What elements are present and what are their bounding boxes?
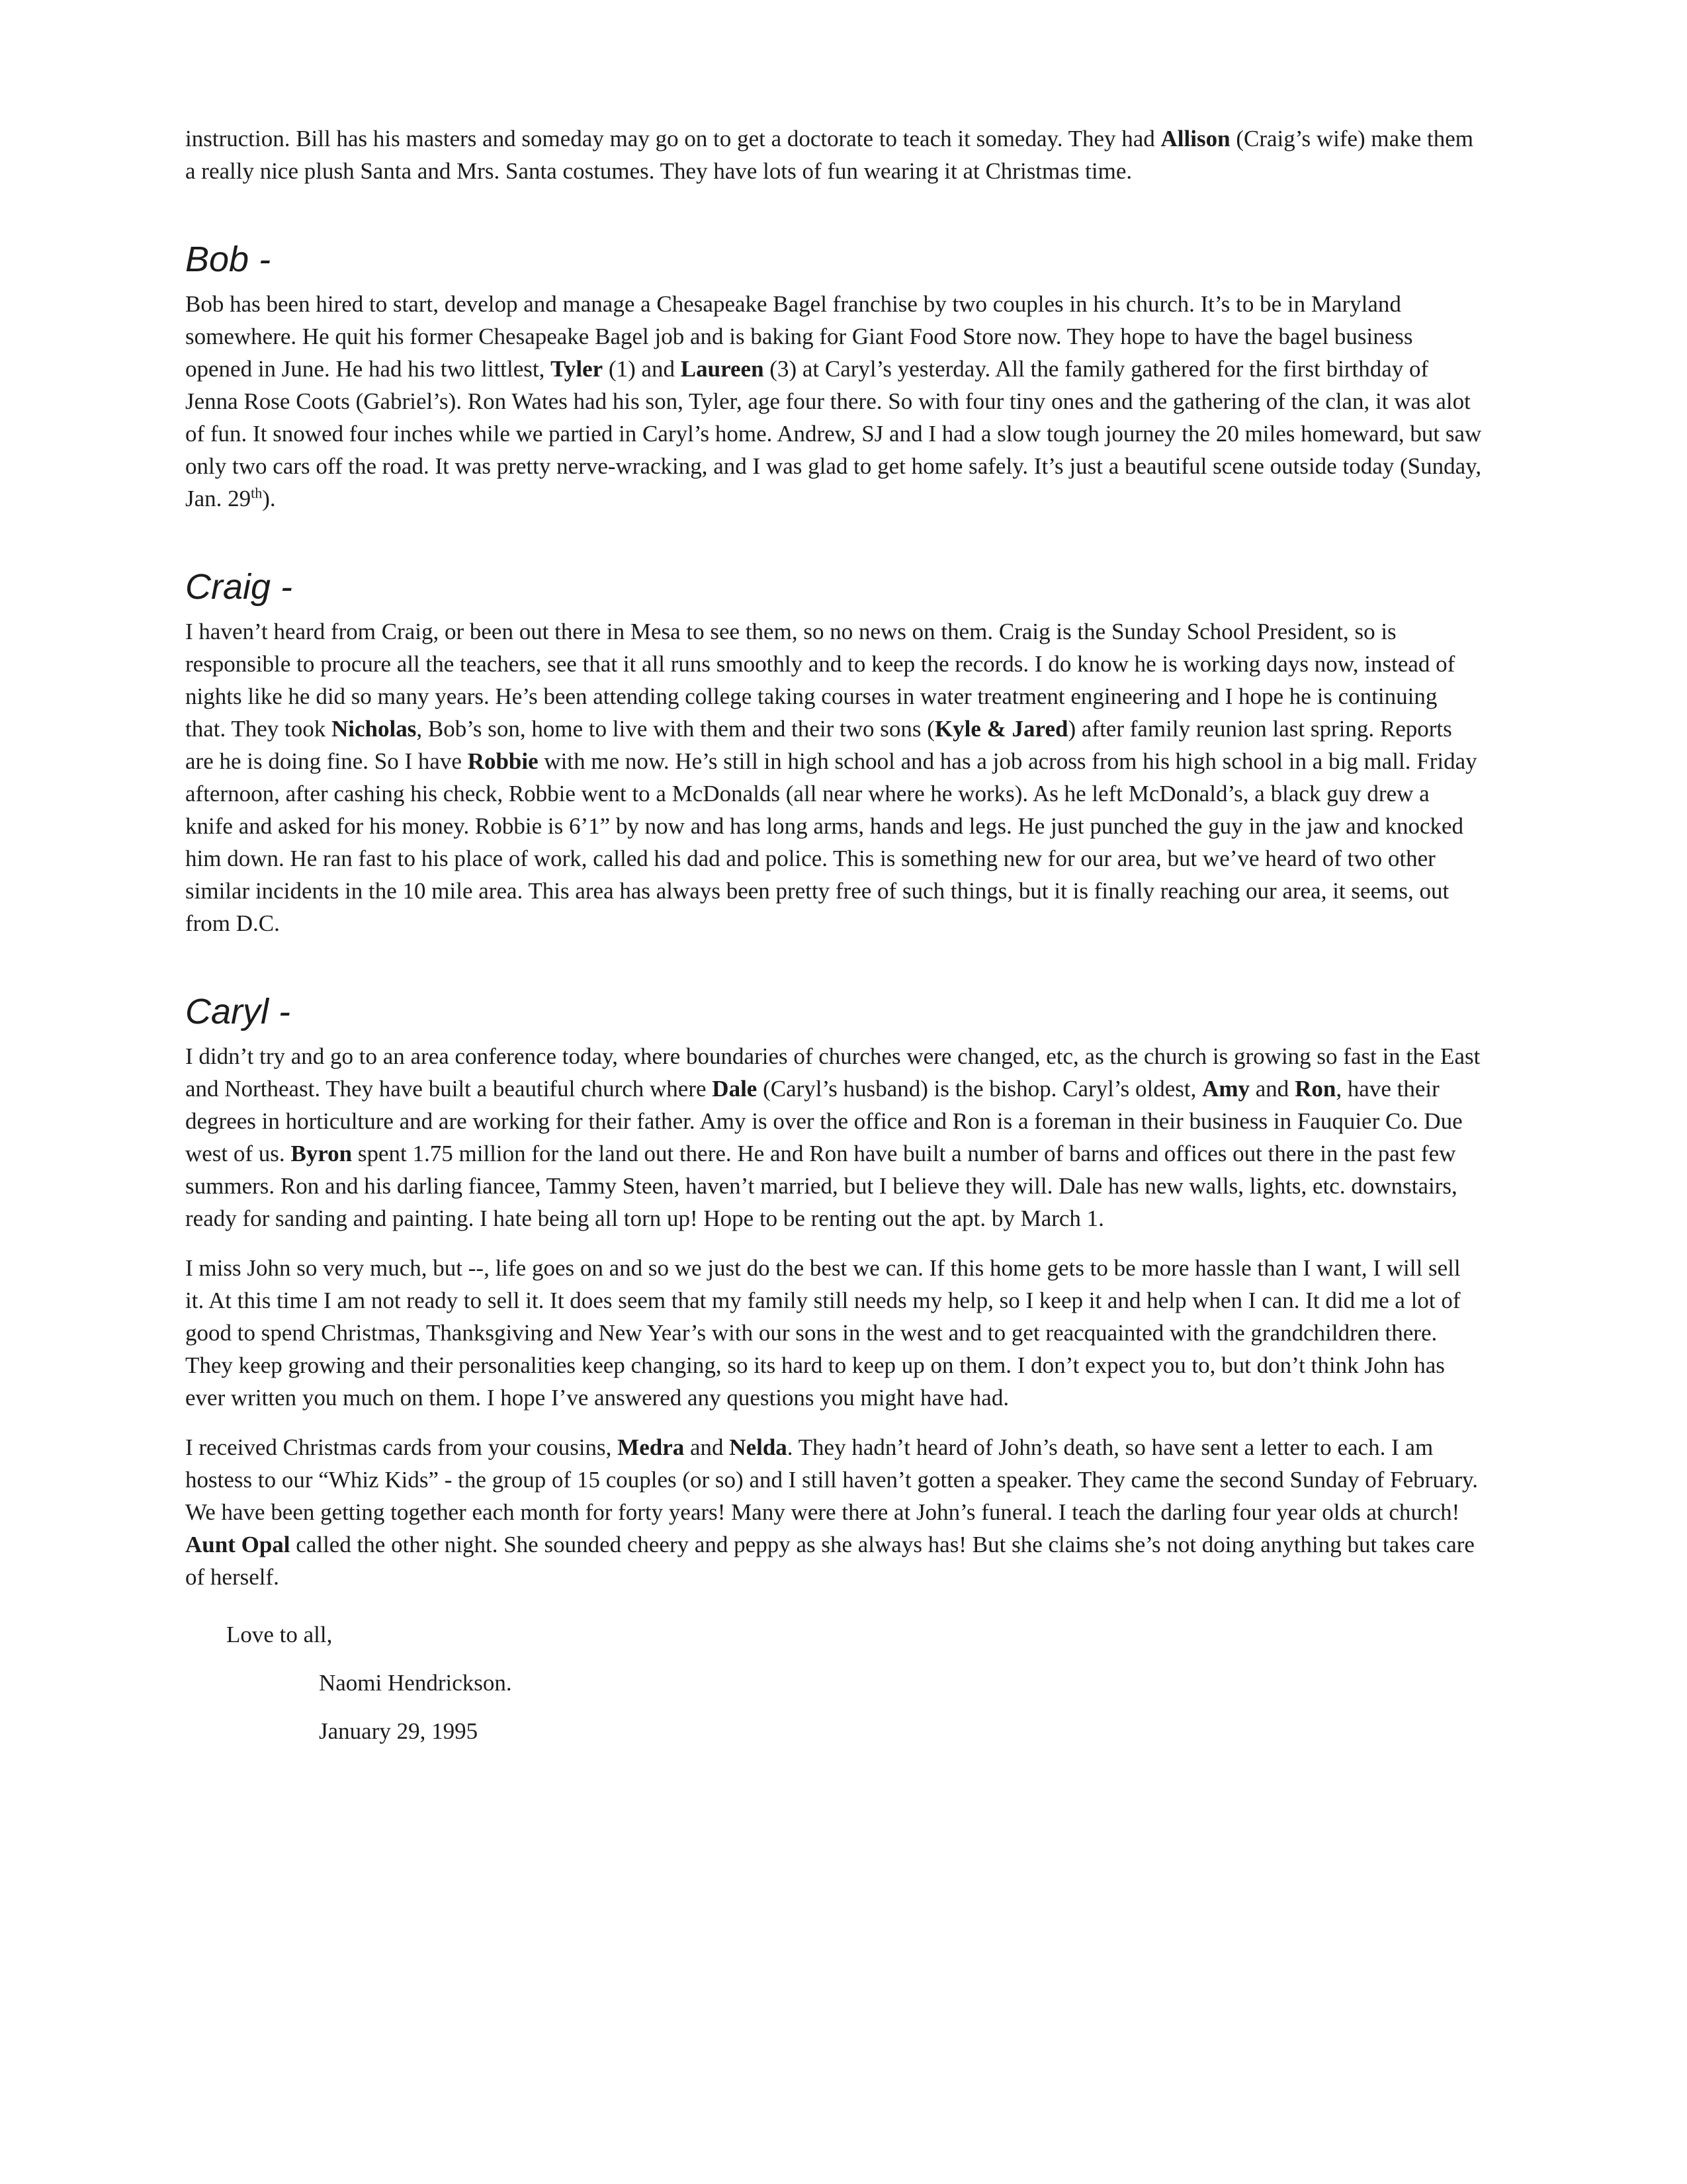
name-tyler: Tyler <box>550 356 603 382</box>
text-run: (Craig’s wife) make them a really nice plush Santa and Mrs. Santa costumes. They have lots of fun wearing it at Christmas time. <box>185 126 1473 184</box>
name-ron: Ron <box>1295 1076 1336 1102</box>
name-laureen: Laureen <box>680 356 764 382</box>
caryl-paragraph-3 <box>185 1431 1482 1593</box>
text-run: . They hadn’t heard of John’s death, so have sent a letter to each. I am hostess to our “Whiz Kids” - the group of 15 couples (or so) and I still haven’t gotten a speaker. They came the second Sunday of February. We have been getting together each month for forty years! Many were there at John’s funeral. I teach the darling four year olds at church! <box>185 1434 1478 1525</box>
closing-block <box>185 1618 1482 1747</box>
name-medra: Medra <box>617 1434 685 1460</box>
section-heading-craig: Craig - <box>185 567 293 607</box>
signature-date: January 29, 1995 <box>319 1718 478 1744</box>
name-robbie: Robbie <box>467 748 539 774</box>
craig-paragraph <box>185 615 1482 939</box>
text-run: instruction. Bill has his masters and someday may go on to get a doctorate to teach it someday. They had <box>185 126 1161 152</box>
closing-salutation: Love to all, <box>226 1622 333 1647</box>
text-run: , Bob’s son, home to live with them and their two sons ( <box>416 716 935 742</box>
name-aunt-opal: Aunt Opal <box>185 1532 290 1557</box>
text-run: spent 1.75 million for the land out there. He and Ron have built a number of barns and offices out there in the past few summers. Ron and his darling fiancee, Tammy Steen, haven’t married, but I believe they will. Dale has new walls, lights, etc. downstairs, ready for sanding and painting. I hate being all torn up! Hope to be renting out the apt. by March 1. <box>185 1141 1457 1231</box>
text-run: with me now. He’s still in high school and has a job across from his high school in a big mall. Friday afternoon, after cashing his check, Robbie went to a McDonalds (all near where he works). As he left McDonald’s, a black guy drew a knife and asked for his money. Robbie is 6’1” by now and has long arms, hands and legs. He just punched the guy in the jaw and knocked him down. He ran fast to his place of work, called his dad and police. This is something new for our area, but we’ve heard of two other similar incidents in the 10 mile area. This area has always been pretty free of such things, but it is finally reaching our area, it seems, out from D.C. <box>185 748 1477 936</box>
name-allison: Allison <box>1160 126 1231 152</box>
name-dale: Dale <box>712 1076 757 1102</box>
name-amy: Amy <box>1202 1076 1250 1102</box>
text-run: and <box>1250 1076 1295 1102</box>
text-run: (3) at Caryl’s yesterday. All the family gathered for the first birthday of Jenna Rose Coots (Gabriel’s). Ron Wates had his son, Tyler, age four there. So with four tiny ones and the gathering of the clan, it was alot of fun. It snowed four inches while we partied in Caryl’s home. Andrew, SJ and I had a slow tough journey the 20 miles homeward, but saw only two cars off the road. It was pretty nerve-wracking, and I was glad to get home safely. It’s just a beautiful scene outside today (Sunday, Jan. 29 <box>185 356 1482 511</box>
text-run: called the other night. She sounded cheery and peppy as she always has! But she claims she’s not doing anything but takes care of herself. <box>185 1532 1475 1590</box>
ordinal-suffix: th <box>251 484 263 502</box>
text-run: (Caryl’s husband) is the bishop. Caryl’s oldest, <box>757 1076 1203 1102</box>
text-run: I haven’t heard from Craig, or been out there in Mesa to see them, so no news on them. Craig is the Sunday School President, so is responsible to procure all the teachers, see that it all runs smoothly and to keep the records. I do know he is working days now, instead of nights like he did so many years. He’s been attending college taking courses in water treatment engineering and I hope he is continuing that. They took <box>185 619 1455 742</box>
text-run: , have their degrees in horticulture and are working for their father. Amy is over the office and Ron is a foreman in their business in Fauquier Co. Due west of us. <box>185 1076 1463 1166</box>
name-kyle-jared: Kyle & Jared <box>934 716 1068 742</box>
name-nicholas: Nicholas <box>331 716 417 742</box>
text-run: (1) and <box>603 356 681 382</box>
text-run: ) after family reunion last spring. Reports are he is doing fine. So I have <box>185 716 1452 774</box>
bob-paragraph <box>185 288 1482 515</box>
section-heading-bob: Bob - <box>185 240 271 279</box>
caryl-paragraph-2: I miss John so very much, but --, life goes on and so we just do the best we can. If this home gets to be more hassle than I want, I will sell it. At this time I am not ready to sell it. It does seem that my family still needs my help, so I keep it and help when I can. It did me a lot of good to spend Christmas, Thanksgiving and New Year’s with our sons in the west and to get reacquainted with the grandchildren there. They keep growing and their personalities keep changing, so its hard to keep up on them. I don’t expect you to, but don’t think John has ever written you much on them. I hope I’ve answered any questions you might have had. <box>185 1255 1461 1411</box>
text-run: and <box>684 1434 730 1460</box>
intro-paragraph <box>185 122 1482 187</box>
text-run: I received Christmas cards from your cousins, <box>185 1434 618 1460</box>
signature-name: Naomi Hendrickson. <box>319 1670 512 1696</box>
text-run: ). <box>262 486 276 511</box>
text-run: I didn’t try and go to an area conference today, where boundaries of churches were changed, etc, as the church is growing so fast in the East and Northeast. They have built a beautiful church where <box>185 1043 1481 1102</box>
name-nelda: Nelda <box>729 1434 787 1460</box>
name-byron: Byron <box>290 1141 353 1166</box>
caryl-paragraph-1 <box>185 1040 1482 1235</box>
text-run: Bob has been hired to start, develop and manage a Chesapeake Bagel franchise by two couples in his church. It’s to be in Maryland somewhere. He quit his former Chesapeake Bagel job and is baking for Giant Food Store now. They hope to have the bagel business opened in June. He had his two littlest, <box>185 291 1413 382</box>
letter-body <box>185 122 1482 1747</box>
section-heading-caryl: Caryl - <box>185 992 290 1031</box>
